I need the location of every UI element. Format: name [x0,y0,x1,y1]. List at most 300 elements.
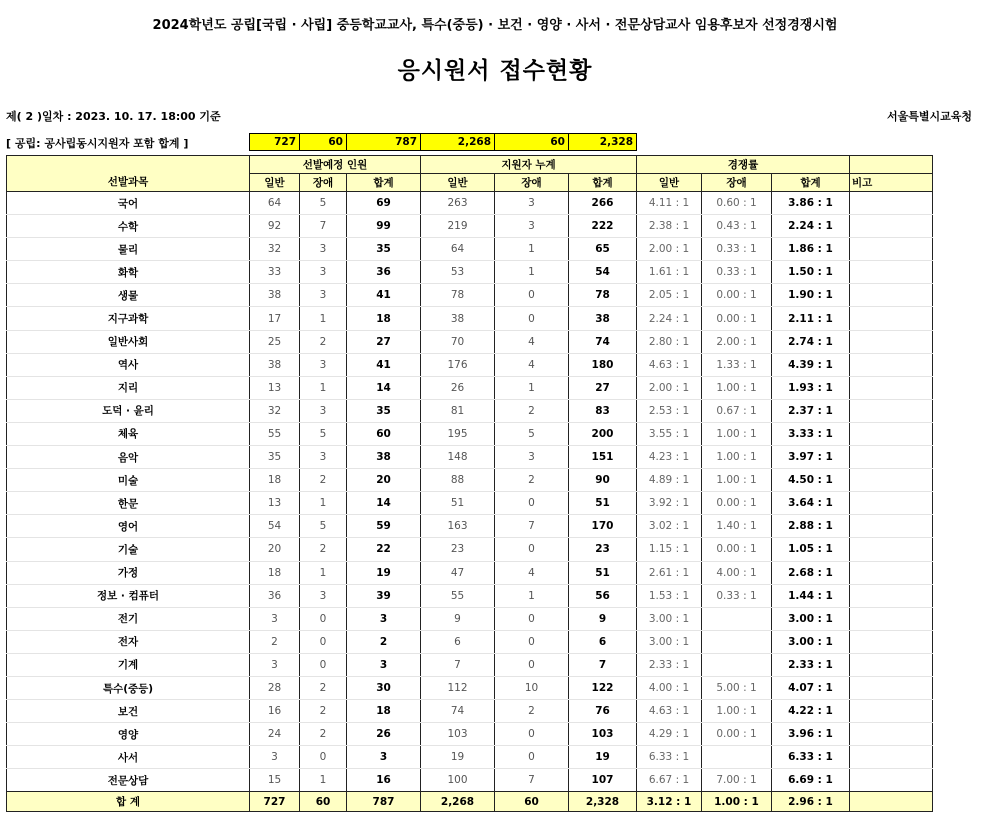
document-title: 2024학년도 공립[국립 · 사립] 중등학교교사, 특수(중등) · 보건 · 영양 · 사서 · 전문상담교사 임용후보자 선정경쟁시험 [152,18,838,33]
quota-total-cell: 41 [347,353,421,376]
subject-cell: 지구과학 [7,307,250,330]
quota-disabled-cell: 0 [300,653,347,676]
ratio-general-cell: 2.80 : 1 [637,330,702,353]
applicants-general-cell: 7 [421,653,495,676]
remark-cell [850,561,933,584]
ratio-general-cell: 4.29 : 1 [637,723,702,746]
ratio-total-cell: 2.68 : 1 [772,561,850,584]
ratio-disabled-cell [702,630,772,653]
quota-general-cell: 13 [250,492,300,515]
quota-total-cell: 22 [347,538,421,561]
applicants-disabled-cell: 4 [495,561,569,584]
ratio-disabled-cell: 5.00 : 1 [702,676,772,699]
ratio-general-cell: 3.00 : 1 [637,630,702,653]
ratio-general-cell: 2.53 : 1 [637,399,702,422]
ratio-total-cell: 1.50 : 1 [772,261,850,284]
applicants-disabled-cell: 0 [495,307,569,330]
remark-cell [850,700,933,723]
quota-general-cell: 92 [250,215,300,238]
ratio-general-cell: 1.15 : 1 [637,538,702,561]
applicants-total-cell: 27 [569,376,637,399]
applicants-general-cell: 163 [421,515,495,538]
subject-cell: 보건 [7,700,250,723]
header-quota-total: 합계 [347,174,421,192]
applicants-total-cell: 7 [569,653,637,676]
ratio-total-cell: 2.88 : 1 [772,515,850,538]
table-row [7,561,933,584]
quota-disabled-cell: 2 [300,700,347,723]
quota-disabled-cell: 1 [300,769,347,792]
ratio-total-cell: 4.50 : 1 [772,469,850,492]
applicants-general-cell: 53 [421,261,495,284]
applicants-general-cell: 263 [421,192,495,215]
ratio-general-cell: 2.05 : 1 [637,284,702,307]
table-row [7,653,933,676]
totals-quota-disabled: 60 [300,792,347,812]
applicants-total-cell: 51 [569,561,637,584]
summary-applicants-disabled: 60 [495,134,569,151]
quota-disabled-cell: 3 [300,238,347,261]
ratio-disabled-cell: 0.33 : 1 [702,261,772,284]
ratio-disabled-cell: 0.67 : 1 [702,399,772,422]
applicants-general-cell: 19 [421,746,495,769]
applicants-disabled-cell: 0 [495,607,569,630]
applicants-total-cell: 122 [569,676,637,699]
applicants-disabled-cell: 2 [495,399,569,422]
applicants-general-cell: 9 [421,607,495,630]
totals-applicants-disabled: 60 [495,792,569,812]
subject-cell: 전기 [7,607,250,630]
ratio-disabled-cell: 0.60 : 1 [702,192,772,215]
subject-cell: 생물 [7,284,250,307]
quota-general-cell: 32 [250,238,300,261]
subject-cell: 기계 [7,653,250,676]
ratio-general-cell: 4.23 : 1 [637,446,702,469]
table-row [7,607,933,630]
totals-remark [850,792,933,812]
applicants-total-cell: 19 [569,746,637,769]
applicants-general-cell: 176 [421,353,495,376]
applicants-disabled-cell: 7 [495,769,569,792]
document-subtitle: 응시원서 접수현황 [397,58,593,84]
header-applicants-disabled: 장애 [495,174,569,192]
applicants-general-cell: 6 [421,630,495,653]
applicants-total-cell: 74 [569,330,637,353]
applicants-total-cell: 54 [569,261,637,284]
applicants-general-cell: 100 [421,769,495,792]
quota-total-cell: 41 [347,284,421,307]
table-row [7,353,933,376]
ratio-total-cell: 1.90 : 1 [772,284,850,307]
quota-general-cell: 13 [250,376,300,399]
totals-quota-total: 787 [347,792,421,812]
subject-cell: 영양 [7,723,250,746]
subject-cell: 도덕 · 윤리 [7,399,250,422]
ratio-general-cell: 4.11 : 1 [637,192,702,215]
remark-cell [850,307,933,330]
header-quota-disabled: 장애 [300,174,347,192]
quota-general-cell: 17 [250,307,300,330]
applicants-disabled-cell: 0 [495,630,569,653]
table-row [7,584,933,607]
subject-cell: 특수(중등) [7,676,250,699]
subject-cell: 체육 [7,422,250,445]
remark-cell [850,746,933,769]
quota-general-cell: 16 [250,700,300,723]
ratio-disabled-cell: 0.33 : 1 [702,238,772,261]
applicants-total-cell: 170 [569,515,637,538]
subject-cell: 영어 [7,515,250,538]
quota-total-cell: 20 [347,469,421,492]
ratio-total-cell: 2.37 : 1 [772,399,850,422]
ratio-general-cell: 6.67 : 1 [637,769,702,792]
ratio-general-cell: 1.53 : 1 [637,584,702,607]
quota-total-cell: 19 [347,561,421,584]
header-remark: 비고 [850,174,933,192]
quota-disabled-cell: 2 [300,330,347,353]
quota-disabled-cell: 3 [300,284,347,307]
table-row [7,376,933,399]
ratio-disabled-cell: 2.00 : 1 [702,330,772,353]
totals-applicants-total: 2,328 [569,792,637,812]
table-row [7,215,933,238]
ratio-disabled-cell: 1.33 : 1 [702,353,772,376]
applicants-disabled-cell: 2 [495,700,569,723]
quota-general-cell: 3 [250,746,300,769]
applicants-general-cell: 74 [421,700,495,723]
ratio-total-cell: 4.07 : 1 [772,676,850,699]
summary-totals [249,133,637,151]
applicants-total-cell: 200 [569,422,637,445]
quota-disabled-cell: 1 [300,561,347,584]
issuing-office: 서울특별시교육청 [886,110,972,123]
remark-cell [850,469,933,492]
ratio-total-cell: 1.93 : 1 [772,376,850,399]
quota-total-cell: 38 [347,446,421,469]
totals-ratio-total: 2.96 : 1 [772,792,850,812]
subject-cell: 지리 [7,376,250,399]
quota-general-cell: 3 [250,607,300,630]
subject-cell: 일반사회 [7,330,250,353]
ratio-general-cell: 3.55 : 1 [637,422,702,445]
quota-total-cell: 35 [347,238,421,261]
subject-cell: 정보 · 컴퓨터 [7,584,250,607]
quota-general-cell: 55 [250,422,300,445]
table-row [7,469,933,492]
summary-label: [ 공립: 공사립동시지원자 포함 합계 ] [6,137,189,150]
ratio-general-cell: 3.92 : 1 [637,492,702,515]
summary-quota-total: 787 [347,134,421,151]
ratio-disabled-cell [702,653,772,676]
quota-disabled-cell: 5 [300,422,347,445]
totals-applicants-general: 2,268 [421,792,495,812]
applicants-general-cell: 195 [421,422,495,445]
table-row [7,238,933,261]
applicants-disabled-cell: 7 [495,515,569,538]
quota-total-cell: 16 [347,769,421,792]
ratio-total-cell: 1.86 : 1 [772,238,850,261]
quota-disabled-cell: 2 [300,723,347,746]
ratio-general-cell: 2.00 : 1 [637,376,702,399]
header-ratio-total: 합계 [772,174,850,192]
subject-cell: 기술 [7,538,250,561]
applicants-general-cell: 55 [421,584,495,607]
quota-disabled-cell: 0 [300,746,347,769]
quota-general-cell: 28 [250,676,300,699]
subject-cell: 물리 [7,238,250,261]
quota-disabled-cell: 1 [300,307,347,330]
subject-cell: 수학 [7,215,250,238]
table-row [7,446,933,469]
quota-total-cell: 36 [347,261,421,284]
applicants-general-cell: 51 [421,492,495,515]
quota-disabled-cell: 3 [300,446,347,469]
quota-total-cell: 18 [347,307,421,330]
quota-general-cell: 36 [250,584,300,607]
quota-total-cell: 14 [347,376,421,399]
remark-cell [850,284,933,307]
quota-disabled-cell: 2 [300,538,347,561]
remark-cell [850,584,933,607]
ratio-general-cell: 3.02 : 1 [637,515,702,538]
header-applicants-general: 일반 [421,174,495,192]
ratio-disabled-cell: 1.00 : 1 [702,469,772,492]
remark-cell [850,538,933,561]
table-row [7,700,933,723]
quota-total-cell: 99 [347,215,421,238]
ratio-disabled-cell: 1.00 : 1 [702,446,772,469]
quota-general-cell: 20 [250,538,300,561]
remark-cell [850,515,933,538]
ratio-disabled-cell: 4.00 : 1 [702,561,772,584]
ratio-total-cell: 6.69 : 1 [772,769,850,792]
header-subject: 선발과목 [7,156,250,192]
subject-cell: 전문상담 [7,769,250,792]
quota-general-cell: 38 [250,353,300,376]
quota-total-cell: 14 [347,492,421,515]
applicants-total-cell: 103 [569,723,637,746]
table-row [7,630,933,653]
remark-cell [850,330,933,353]
applicants-total-cell: 83 [569,399,637,422]
table-row [7,769,933,792]
header-quota-general: 일반 [250,174,300,192]
remark-cell [850,399,933,422]
applicants-general-cell: 64 [421,238,495,261]
quota-disabled-cell: 7 [300,215,347,238]
ratio-total-cell: 2.33 : 1 [772,653,850,676]
header-ratio-general: 일반 [637,174,702,192]
table-body [7,192,933,792]
applicants-general-cell: 103 [421,723,495,746]
ratio-disabled-cell: 1.00 : 1 [702,376,772,399]
totals-label: 합 계 [7,792,250,812]
applicants-general-cell: 112 [421,676,495,699]
ratio-total-cell: 2.11 : 1 [772,307,850,330]
quota-disabled-cell: 1 [300,376,347,399]
ratio-disabled-cell: 0.00 : 1 [702,492,772,515]
quota-total-cell: 35 [347,399,421,422]
applicants-disabled-cell: 0 [495,723,569,746]
remark-cell [850,492,933,515]
ratio-general-cell: 4.89 : 1 [637,469,702,492]
ratio-general-cell: 3.00 : 1 [637,607,702,630]
table-row [7,492,933,515]
ratio-disabled-cell: 0.00 : 1 [702,723,772,746]
table-row [7,330,933,353]
quota-general-cell: 24 [250,723,300,746]
table-row [7,746,933,769]
applicants-total-cell: 56 [569,584,637,607]
applicants-disabled-cell: 0 [495,538,569,561]
ratio-disabled-cell: 1.00 : 1 [702,422,772,445]
applicants-disabled-cell: 2 [495,469,569,492]
ratio-general-cell: 4.00 : 1 [637,676,702,699]
applicants-general-cell: 88 [421,469,495,492]
quota-general-cell: 33 [250,261,300,284]
remark-cell [850,192,933,215]
applicants-disabled-cell: 1 [495,584,569,607]
remark-cell [850,446,933,469]
table-row [7,422,933,445]
quota-total-cell: 18 [347,700,421,723]
ratio-total-cell: 4.22 : 1 [772,700,850,723]
subject-cell: 한문 [7,492,250,515]
subject-cell: 국어 [7,192,250,215]
quota-disabled-cell: 2 [300,469,347,492]
totals-ratio-general: 3.12 : 1 [637,792,702,812]
summary-applicants-general: 2,268 [421,134,495,151]
remark-cell [850,630,933,653]
ratio-total-cell: 3.00 : 1 [772,630,850,653]
table-row [7,192,933,215]
header-remark-top [850,156,933,174]
applicants-disabled-cell: 5 [495,422,569,445]
ratio-disabled-cell: 0.00 : 1 [702,307,772,330]
remark-cell [850,676,933,699]
ratio-general-cell: 2.00 : 1 [637,238,702,261]
subject-cell: 미술 [7,469,250,492]
applicants-general-cell: 78 [421,284,495,307]
applicants-total-cell: 222 [569,215,637,238]
totals-ratio-disabled: 1.00 : 1 [702,792,772,812]
quota-disabled-cell: 2 [300,676,347,699]
quota-disabled-cell: 5 [300,192,347,215]
quota-disabled-cell: 3 [300,399,347,422]
quota-total-cell: 26 [347,723,421,746]
quota-total-cell: 27 [347,330,421,353]
ratio-total-cell: 3.96 : 1 [772,723,850,746]
quota-total-cell: 59 [347,515,421,538]
applicants-general-cell: 23 [421,538,495,561]
ratio-total-cell: 1.05 : 1 [772,538,850,561]
applicants-total-cell: 51 [569,492,637,515]
applicants-total-cell: 9 [569,607,637,630]
ratio-disabled-cell: 0.00 : 1 [702,284,772,307]
applicants-disabled-cell: 4 [495,330,569,353]
remark-cell [850,353,933,376]
ratio-total-cell: 4.39 : 1 [772,353,850,376]
applicants-total-cell: 6 [569,630,637,653]
quota-general-cell: 25 [250,330,300,353]
ratio-disabled-cell: 1.00 : 1 [702,700,772,723]
remark-cell [850,215,933,238]
quota-disabled-cell: 1 [300,492,347,515]
ratio-general-cell: 1.61 : 1 [637,261,702,284]
applicants-disabled-cell: 10 [495,676,569,699]
table-row [7,399,933,422]
ratio-disabled-cell: 0.33 : 1 [702,584,772,607]
ratio-disabled-cell: 0.00 : 1 [702,538,772,561]
ratio-disabled-cell: 1.40 : 1 [702,515,772,538]
table-row [7,284,933,307]
totals-quota-general: 727 [250,792,300,812]
applicants-general-cell: 26 [421,376,495,399]
ratio-total-cell: 6.33 : 1 [772,746,850,769]
quota-general-cell: 3 [250,653,300,676]
applicants-general-cell: 219 [421,215,495,238]
applicants-general-cell: 81 [421,399,495,422]
application-status-table [6,155,933,812]
ratio-total-cell: 2.74 : 1 [772,330,850,353]
remark-cell [850,238,933,261]
summary-applicants-total: 2,328 [569,134,637,151]
header-ratio-group: 경쟁률 [637,156,850,174]
applicants-disabled-cell: 1 [495,376,569,399]
ratio-disabled-cell: 0.43 : 1 [702,215,772,238]
ratio-total-cell: 3.97 : 1 [772,446,850,469]
applicants-total-cell: 78 [569,284,637,307]
applicants-disabled-cell: 1 [495,238,569,261]
applicants-disabled-cell: 3 [495,446,569,469]
remark-cell [850,422,933,445]
quota-disabled-cell: 0 [300,630,347,653]
subject-cell: 음악 [7,446,250,469]
applicants-total-cell: 151 [569,446,637,469]
summary-quota-disabled: 60 [300,134,347,151]
applicants-disabled-cell: 3 [495,192,569,215]
quota-disabled-cell: 3 [300,584,347,607]
ratio-general-cell: 2.61 : 1 [637,561,702,584]
remark-cell [850,607,933,630]
applicants-disabled-cell: 0 [495,746,569,769]
applicants-total-cell: 65 [569,238,637,261]
ratio-total-cell: 2.24 : 1 [772,215,850,238]
applicants-general-cell: 70 [421,330,495,353]
quota-general-cell: 54 [250,515,300,538]
quota-total-cell: 30 [347,676,421,699]
ratio-total-cell: 3.64 : 1 [772,492,850,515]
quota-total-cell: 69 [347,192,421,215]
applicants-total-cell: 23 [569,538,637,561]
ratio-total-cell: 1.44 : 1 [772,584,850,607]
header-ratio-disabled: 장애 [702,174,772,192]
applicants-disabled-cell: 3 [495,215,569,238]
applicants-disabled-cell: 0 [495,284,569,307]
quota-general-cell: 2 [250,630,300,653]
quota-total-cell: 39 [347,584,421,607]
remark-cell [850,653,933,676]
ratio-general-cell: 2.24 : 1 [637,307,702,330]
quota-disabled-cell: 3 [300,261,347,284]
ratio-disabled-cell: 7.00 : 1 [702,769,772,792]
applicants-disabled-cell: 0 [495,492,569,515]
quota-general-cell: 18 [250,561,300,584]
ratio-disabled-cell [702,746,772,769]
remark-cell [850,723,933,746]
quota-disabled-cell: 3 [300,353,347,376]
ratio-total-cell: 3.00 : 1 [772,607,850,630]
